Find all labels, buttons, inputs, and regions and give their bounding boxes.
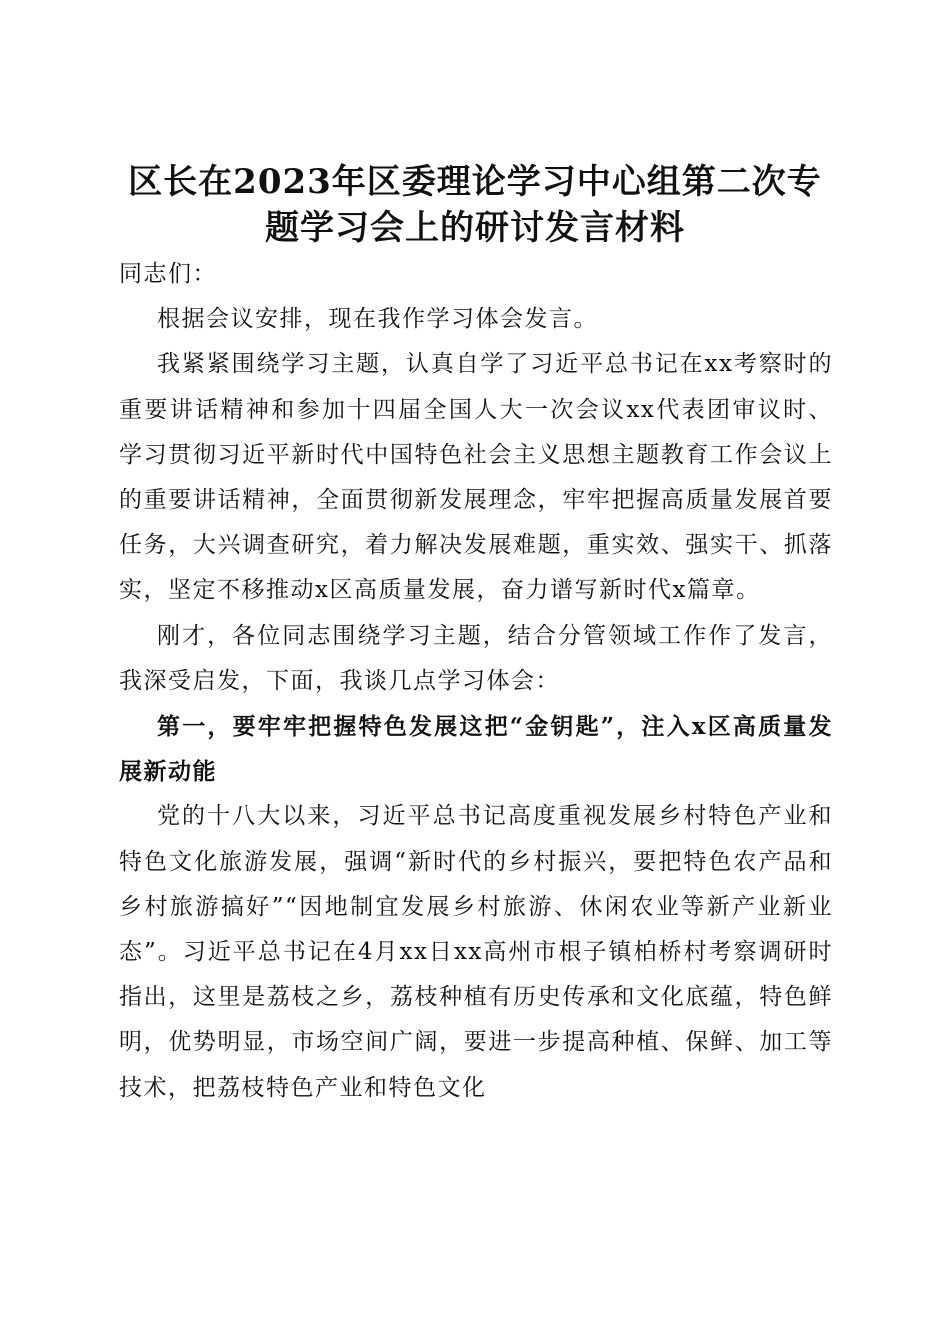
title-line-1: 区长在2023年区委理论学习中心组第二次专: [128, 161, 822, 202]
paragraph-section-one-body: 党的十八大以来，习近平总书记高度重视发展乡村特色产业和特色文化旅游发展，强调“新时代的乡村振兴，要把特色农产品和乡村旅游搞好”“因地制宜发展乡村旅游、休闲农业等新产业新业态”。习近平总书记在4月xx日xx高州市根子镇柏桥村考察调研时指出，这里是荔枝之乡，荔枝种植有历史传承和文化底蕴，特色鲜明，优势明显，市场空间广阔，要进一步提高种植、保鲜、加工等技术，把荔枝特色产业和特色文化: [119, 803, 833, 1101]
paragraph-study-summary: 我紧紧围绕学习主题，认真自学了习近平总书记在xx考察时的重要讲话精神和参加十四届全国人大一次会议xx代表团审议时、学习贯彻习近平新时代中国特色社会主义思想主题教育工作会议上的重要讲话精神，全面贯彻新发展理念，牢牢把握高质量发展首要任务，大兴调查研究，着力解决发展难题，重实效、强实干、抓落实，坚定不移推动x区高质量发展，奋力谱写新时代x篇章。: [119, 351, 833, 604]
paragraph-opening: 根据会议安排，现在我作学习体会发言。: [157, 306, 598, 333]
title-line-2: 题学习会上的研讨发言材料: [265, 207, 685, 248]
salutation: 同志们：: [119, 261, 217, 287]
paragraph-transition: 刚才，各位同志围绕学习主题，结合分管领域工作作了发言，我深受启发，下面，我谈几点学习体会：: [119, 622, 833, 694]
section-heading-first: 第一，要牢牢把握特色发展这把“金钥匙”，注入x区高质量发展新动能: [119, 713, 833, 786]
document-title: [90, 159, 860, 251]
document-body: [119, 252, 833, 1111]
